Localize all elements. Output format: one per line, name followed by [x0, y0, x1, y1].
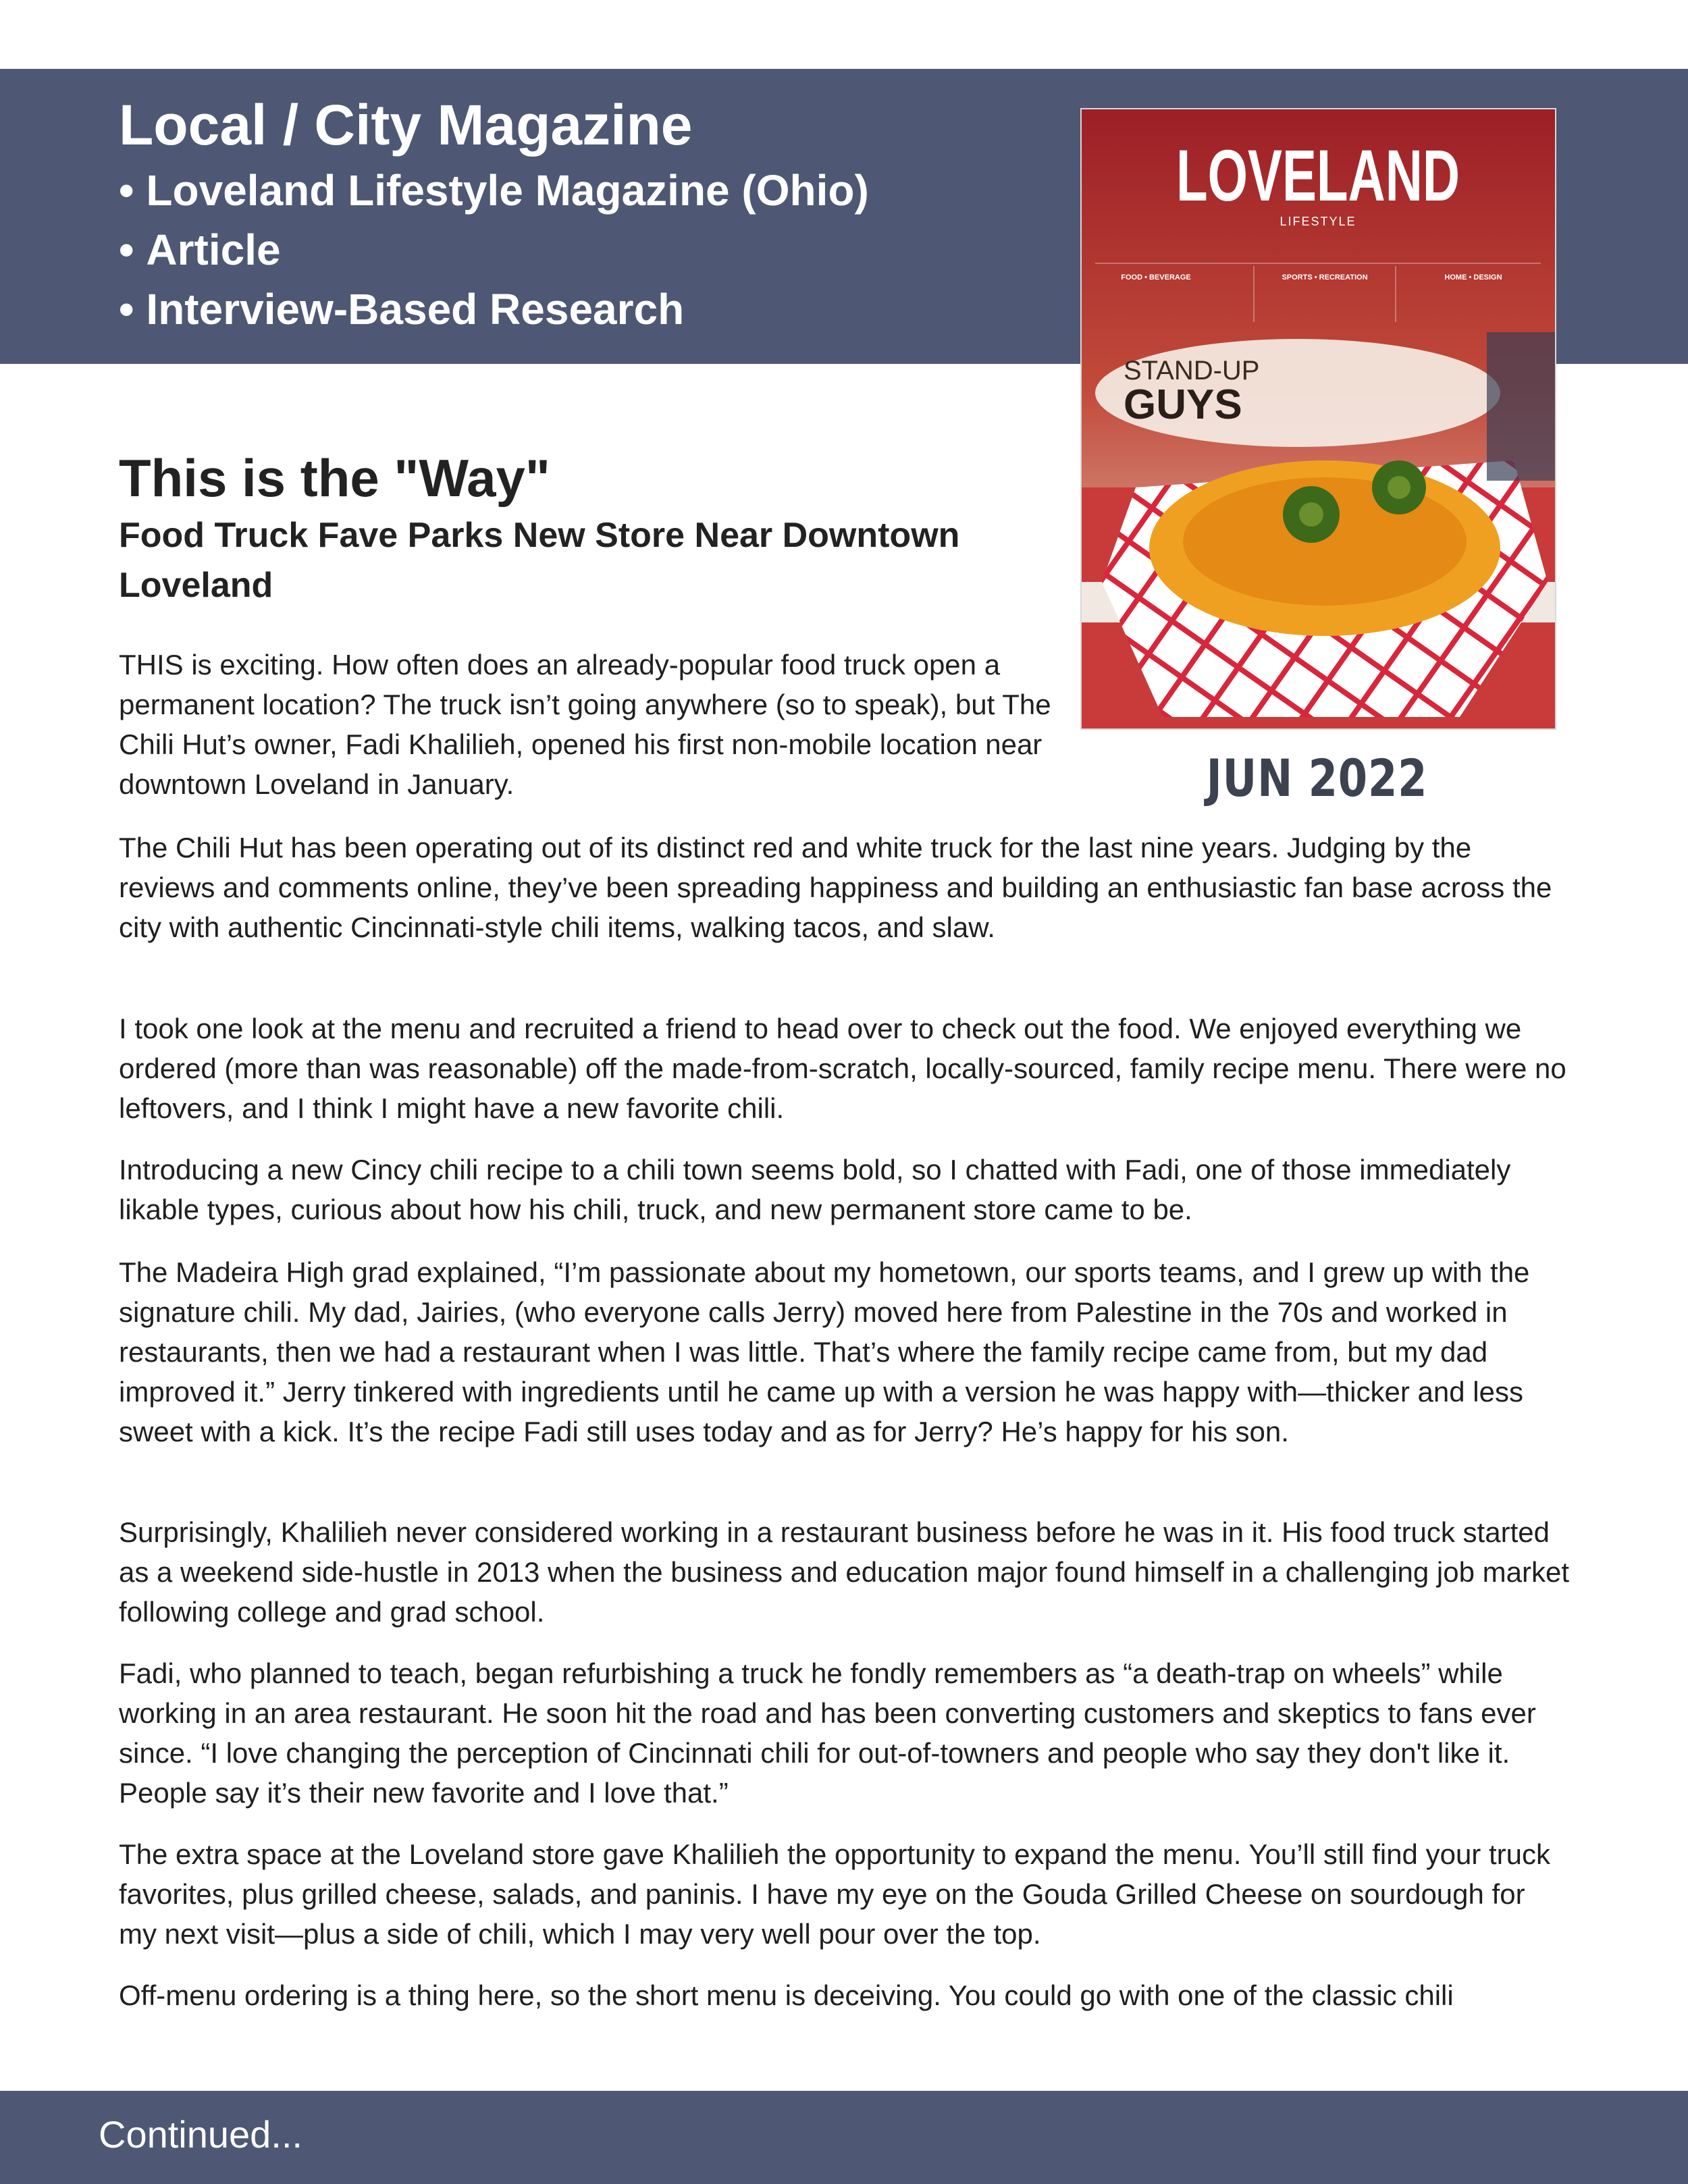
paragraph-7: Fadi, who planned to teach, began refurbishing a truck he fondly remembers as “a death-trap on wheels” while working in an area restaurant. He soon hit the road and has been converting customers and skeptics to fans ever since. “I love changing the perception of Cincinnati chili for out-of-towners and people who say they don't like it. People say it’s their new favorite and I love that.” — [119, 1657, 1536, 1809]
paragraph-3: I took one look at the menu and recruited a friend to head over to check out the food. We enjoyed everything we ordered (more than was reasonable) off the made-from-scratch, locally-sourced, family recipe menu. There were no leftovers, and I think I might have a new favorite chili. — [119, 1013, 1566, 1124]
bullet-research: • Interview-Based Research — [119, 279, 869, 339]
cover-section-sports: SPORTS • RECREATION — [1282, 273, 1368, 282]
cover-masthead-sub: LIFESTYLE — [1280, 215, 1356, 228]
paragraph-4: Introducing a new Cincy chili recipe to a chili town seems bold, so I chatted with Fadi, one of those immediately likable types, curious about how his chili, truck, and new permanent store came to be. — [119, 1154, 1511, 1225]
continued-label: Continued... — [99, 2113, 302, 2156]
header-title: Local / City Magazine — [119, 93, 693, 157]
article-title: This is the "Way" — [119, 448, 550, 508]
paragraph-1: THIS is exciting. How often does an already-popular food truck open a permanent location? The truck isn’t going anywhere (so to speak), but The Chili Hut’s owner, Fadi Khalilieh, opened his first non-mobile location near downtown Loveland in January. — [119, 649, 1051, 800]
cover-headline-small: STAND-UP — [1124, 356, 1260, 385]
article-subtitle: Food Truck Fave Parks New Store Near Downtown Loveland — [119, 516, 960, 605]
header-bullet-list — [119, 161, 869, 339]
cover-section-food: FOOD • BEVERAGE — [1121, 273, 1191, 282]
bullet-magazine: • Loveland Lifestyle Magazine (Ohio) — [119, 161, 869, 220]
cover-masthead: LOVELAND — [1176, 134, 1460, 216]
jalapeno-slice-1-center — [1299, 502, 1323, 527]
jalapeno-slice-2-center — [1388, 476, 1410, 499]
paragraph-9: Off-menu ordering is a thing here, so the short menu is deceiving. You could go with one of the classic chili — [119, 1979, 1454, 2011]
magazine-cover — [1080, 108, 1556, 730]
paragraph-8: The extra space at the Loveland store gave Khalilieh the opportunity to expand the menu. You’ll still find your truck favorites, plus grilled cheese, salads, and paninis. I have my eye on the Gouda Grilled Cheese on sourdough for my next visit—plus a side of chili, which I may very well pour over the top. — [119, 1838, 1550, 1950]
paragraph-2: The Chili Hut has been operating out of its distinct red and white truck for the last nine years. Judging by the reviews and comments online, they’ve been spreading happiness and building an enthusiastic fan base across the city with authentic Cincinnati-style chili items, walking tacos, and slaw. — [119, 832, 1552, 943]
issue-date: JUN 2022 — [1206, 748, 1428, 808]
cover-headline-big: GUYS — [1124, 381, 1242, 428]
bullet-type: • Article — [119, 220, 869, 279]
cover-section-home: HOME • DESIGN — [1444, 273, 1502, 282]
paragraph-6: Surprisingly, Khalilieh never considered working in a restaurant business before he was in it. His food truck started as a weekend side-hustle in 2013 when the business and education major found himself in a challenging job market following college and grad school. — [119, 1516, 1570, 1628]
paragraph-5: The Madeira High grad explained, “I’m passionate about my hometown, our sports teams, and I grew up with the signature chili. My dad, Jairies, (who everyone calls Jerry) moved here from Palestine in the 70s and worked in restaurants, then we had a restaurant when I was little. That’s where the family recipe came from, but my dad improved it.” Jerry tinkered with ingredients until he came up with a version he was happy with—thicker and less sweet with a kick. It’s the recipe Fadi still uses today and as for Jerry? He’s happy for his son. — [119, 1256, 1530, 1447]
cover-dark-box — [1487, 332, 1555, 481]
